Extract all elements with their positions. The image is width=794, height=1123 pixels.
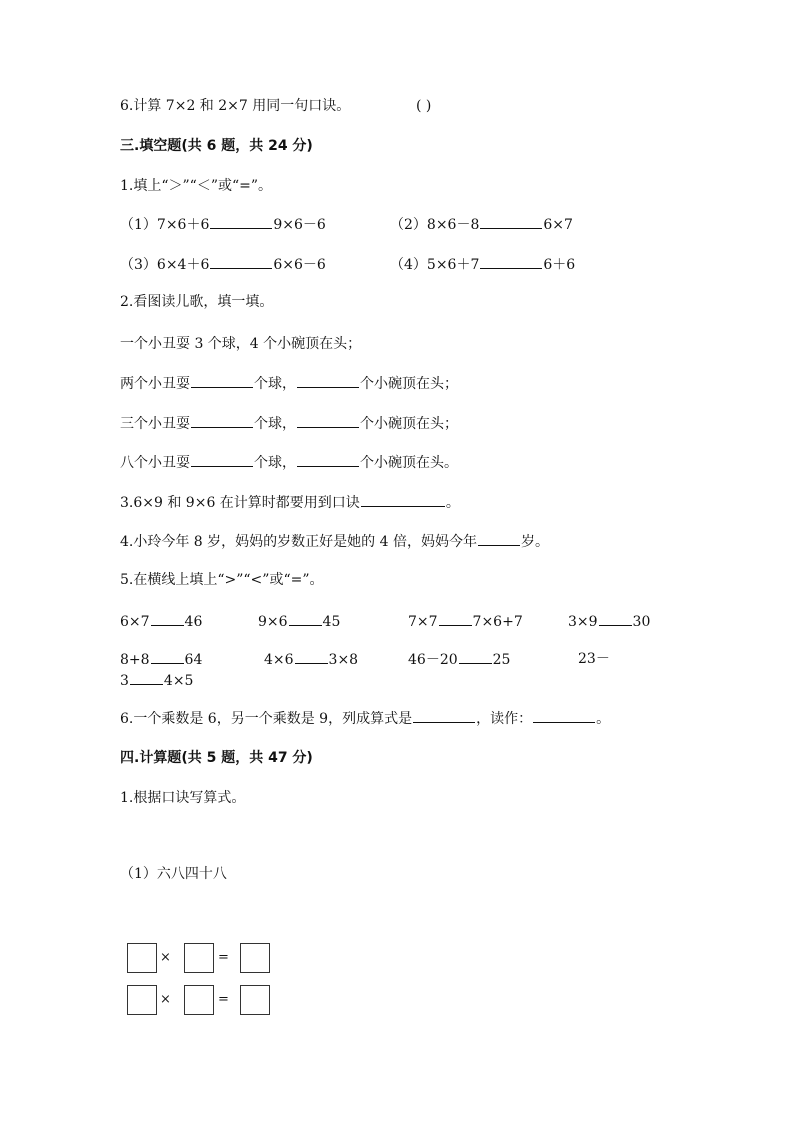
answer-blank[interactable] (459, 649, 492, 664)
s3-q1-item-2: （2）8×6－8 6×7 (390, 214, 573, 235)
answer-blank[interactable] (151, 611, 184, 626)
s3-q5-item: 9×6 45 (258, 611, 340, 632)
times-sign: × (160, 950, 171, 965)
s3-q1-item-3: （3）6×4＋6 6×6－6 (120, 254, 326, 275)
answer-blank[interactable] (413, 708, 475, 723)
s3-q5-item: 6×7 46 (120, 611, 202, 632)
section-title-4: 四.计算题(共 5 题，共 47 分) (120, 750, 313, 766)
s3-q5-item: 8+8 64 (120, 649, 202, 670)
s3-q2-row-1: 两个小丑耍 个球， 个小碗顶在头； (120, 373, 458, 394)
question-text: 6.计算 7×2 和 2×7 用同一句口诀。 (120, 98, 351, 114)
s3-q1-item-1: （1）7×6＋6 9×6－6 (120, 214, 326, 235)
answer-blank[interactable] (297, 413, 359, 428)
s3-q5-item: 3×9 30 (568, 611, 650, 632)
answer-blank[interactable] (297, 452, 359, 467)
answer-box[interactable] (240, 943, 270, 973)
question-6-top (120, 96, 350, 116)
s4-q1-item: （1）六八四十八 (120, 866, 227, 882)
answer-blank[interactable] (478, 531, 520, 546)
s3-q5-wrap-a: 23－ (578, 651, 610, 667)
answer-blank[interactable] (151, 649, 184, 664)
s3-q4: 4.小玲今年 8 岁，妈妈的岁数正好是她的 4 倍，妈妈今年 岁。 (120, 531, 549, 552)
s3-q5-title: 5.在横线上填上“>”“<”或“=”。 (120, 572, 324, 588)
equals-sign: = (218, 950, 229, 965)
s3-q2-line1: 一个小丑耍 3 个球，4 个小碗顶在头； (120, 336, 362, 352)
equals-sign: = (218, 992, 229, 1007)
answer-bracket[interactable]: ( ) (416, 98, 432, 114)
answer-blank[interactable] (599, 611, 632, 626)
s3-q5-item: 7×7 7×6+7 (408, 611, 523, 632)
answer-blank[interactable] (297, 373, 359, 388)
times-sign: × (160, 992, 171, 1007)
answer-blank[interactable] (533, 708, 595, 723)
s3-q2-title: 2.看图读儿歌，填一填。 (120, 294, 274, 310)
answer-box[interactable] (184, 943, 214, 973)
answer-blank[interactable] (439, 611, 472, 626)
answer-blank[interactable] (130, 670, 163, 685)
s3-q6: 6.一个乘数是 6，另一个乘数是 9，列成算式是 ，读作： 。 (120, 708, 610, 729)
answer-box[interactable] (184, 985, 214, 1015)
s3-q3: 3.6×9 和 9×6 在计算时都要用到口诀 。 (120, 492, 460, 513)
answer-blank[interactable] (480, 254, 542, 269)
answer-blank[interactable] (210, 254, 272, 269)
answer-blank[interactable] (191, 413, 253, 428)
section-title-3: 三.填空题(共 6 题，共 24 分) (120, 138, 313, 154)
s3-q2-row-3: 八个小丑耍 个球， 个小碗顶在头。 (120, 452, 458, 473)
answer-blank[interactable] (191, 452, 253, 467)
answer-blank[interactable] (191, 373, 253, 388)
answer-blank[interactable] (210, 214, 272, 229)
s3-q1-item-4: （4）5×6＋7 6＋6 (390, 254, 575, 275)
s3-q5-item: 46－20 25 (408, 649, 510, 670)
s3-q5-item: 4×6 3×8 (264, 649, 358, 670)
answer-blank[interactable] (289, 611, 322, 626)
s4-q1-title: 1.根据口诀写算式。 (120, 790, 246, 806)
answer-box[interactable] (240, 985, 270, 1015)
answer-blank[interactable] (295, 649, 328, 664)
s3-q2-row-2: 三个小丑耍 个球， 个小碗顶在头； (120, 413, 458, 434)
s3-q1-title: 1.填上“＞”“＜”或“=”。 (120, 178, 273, 194)
answer-blank[interactable] (361, 492, 445, 507)
s3-q5-wrap-b: 3 4×5 (120, 670, 193, 691)
answer-box[interactable] (127, 985, 157, 1015)
answer-box[interactable] (127, 943, 157, 973)
answer-blank[interactable] (480, 214, 542, 229)
